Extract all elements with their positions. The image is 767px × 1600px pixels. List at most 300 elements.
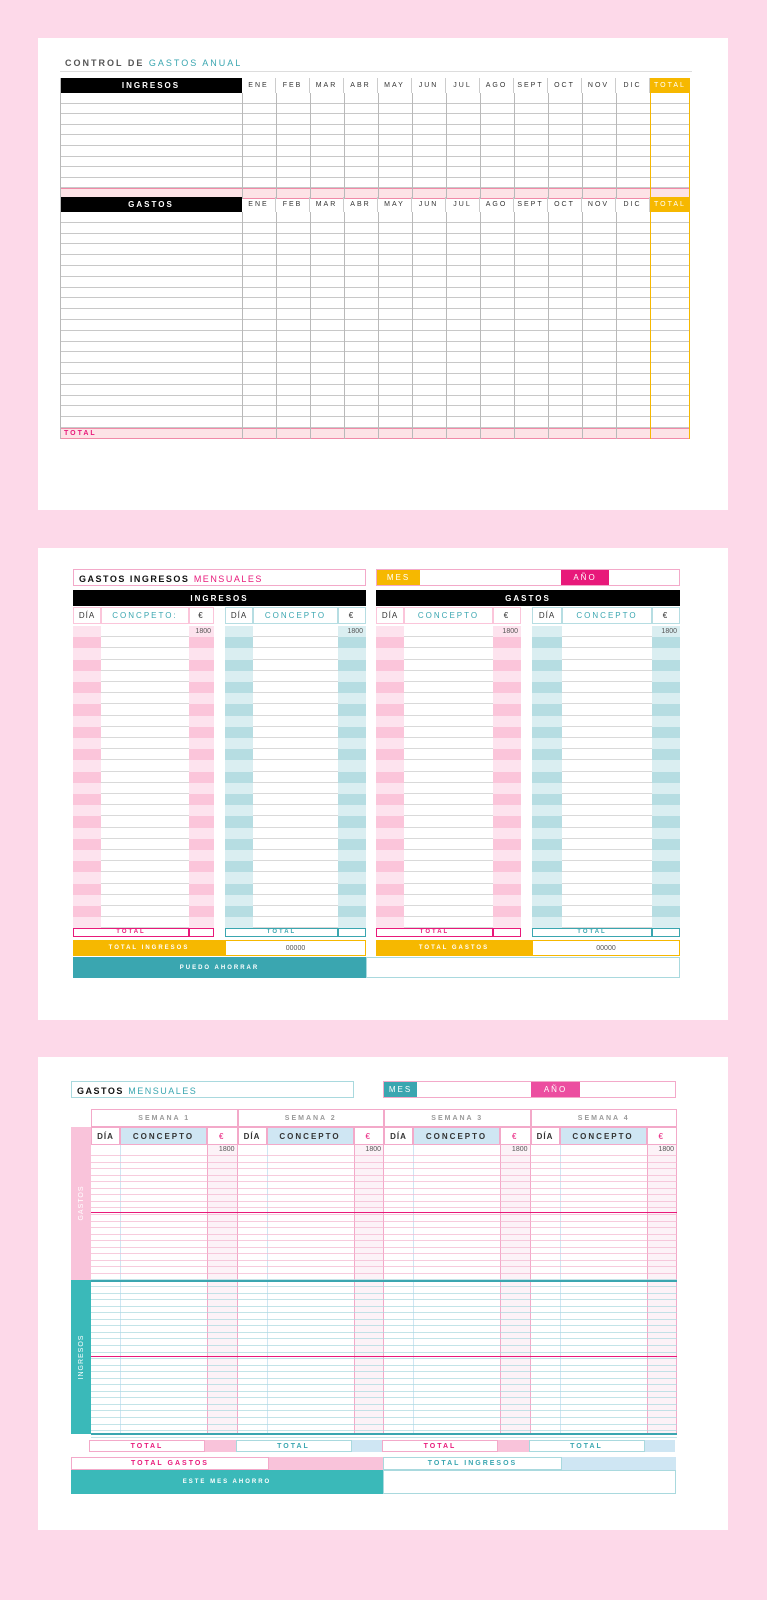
dia-cell[interactable]: [532, 671, 562, 682]
amount-cell[interactable]: 1800: [338, 626, 366, 637]
amount-cell[interactable]: [338, 637, 366, 648]
amount-cell[interactable]: [652, 828, 680, 839]
dia-cell[interactable]: [73, 660, 101, 671]
table-row[interactable]: [91, 1273, 677, 1274]
amount-cell[interactable]: [493, 660, 521, 671]
concepto-cell[interactable]: [253, 828, 338, 839]
amount-cell[interactable]: [189, 839, 214, 850]
dia-cell[interactable]: [73, 693, 101, 704]
concepto-cell[interactable]: [101, 895, 189, 906]
amount-cell[interactable]: [493, 704, 521, 715]
concepto-cell[interactable]: [562, 850, 652, 861]
dia-cell[interactable]: [376, 906, 404, 917]
table-row[interactable]: [91, 1240, 677, 1241]
amount-cell[interactable]: [493, 828, 521, 839]
table-row[interactable]: [91, 1286, 677, 1287]
amount-cell[interactable]: [493, 783, 521, 794]
table-row[interactable]: [91, 1162, 677, 1163]
concepto-cell[interactable]: [101, 816, 189, 827]
table-row[interactable]: [60, 309, 690, 320]
concepto-cell[interactable]: [253, 850, 338, 861]
dia-cell[interactable]: [532, 760, 562, 771]
mes-field[interactable]: [421, 570, 561, 585]
concepto-cell[interactable]: [101, 772, 189, 783]
dia-cell[interactable]: [376, 794, 404, 805]
amount-cell[interactable]: [652, 760, 680, 771]
amount-cell[interactable]: [189, 772, 214, 783]
amount-cell[interactable]: [652, 682, 680, 693]
concepto-cell[interactable]: [253, 872, 338, 883]
dia-cell[interactable]: [73, 772, 101, 783]
dia-cell[interactable]: [532, 917, 562, 928]
concepto-cell[interactable]: [562, 906, 652, 917]
concepto-cell[interactable]: [404, 783, 493, 794]
table-row[interactable]: [91, 1384, 677, 1385]
amount-cell[interactable]: [338, 805, 366, 816]
table-row[interactable]: [91, 1397, 677, 1398]
table-row[interactable]: [60, 255, 690, 266]
dia-cell[interactable]: [225, 884, 253, 895]
dia-cell[interactable]: [73, 805, 101, 816]
dia-cell[interactable]: [73, 704, 101, 715]
week-total-value[interactable]: [645, 1440, 676, 1452]
table-row[interactable]: [60, 342, 690, 353]
dia-cell[interactable]: [225, 783, 253, 794]
concepto-cell[interactable]: [101, 783, 189, 794]
amount-cell[interactable]: [493, 749, 521, 760]
dia-cell[interactable]: [376, 917, 404, 928]
dia-cell[interactable]: [73, 716, 101, 727]
concepto-cell[interactable]: [253, 704, 338, 715]
amount-cell[interactable]: [493, 671, 521, 682]
concepto-cell[interactable]: [562, 648, 652, 659]
concepto-cell[interactable]: [404, 682, 493, 693]
table-row[interactable]: [60, 244, 690, 255]
dia-cell[interactable]: [73, 783, 101, 794]
concepto-cell[interactable]: [562, 895, 652, 906]
amount-cell[interactable]: [338, 738, 366, 749]
concepto-cell[interactable]: [101, 794, 189, 805]
table-row[interactable]: [91, 1234, 677, 1235]
amount-cell[interactable]: [338, 794, 366, 805]
concepto-cell[interactable]: [253, 884, 338, 895]
concepto-cell[interactable]: [562, 749, 652, 760]
dia-cell[interactable]: [225, 660, 253, 671]
amount-cell[interactable]: [652, 660, 680, 671]
amount-cell[interactable]: [189, 783, 214, 794]
amount-cell[interactable]: [338, 671, 366, 682]
concepto-cell[interactable]: [404, 805, 493, 816]
amount-cell[interactable]: [493, 716, 521, 727]
amount-cell[interactable]: [189, 660, 214, 671]
concepto-cell[interactable]: [253, 895, 338, 906]
weekly-mes-field[interactable]: [418, 1082, 531, 1097]
dia-cell[interactable]: [532, 839, 562, 850]
concepto-cell[interactable]: [253, 671, 338, 682]
concepto-cell[interactable]: [404, 671, 493, 682]
dia-cell[interactable]: [376, 727, 404, 738]
table-row[interactable]: [60, 223, 690, 234]
dia-cell[interactable]: [532, 850, 562, 861]
amount-cell[interactable]: [189, 704, 214, 715]
dia-cell[interactable]: [532, 828, 562, 839]
concepto-cell[interactable]: [253, 738, 338, 749]
amount-cell[interactable]: [189, 794, 214, 805]
dia-cell[interactable]: [73, 861, 101, 872]
amount-cell[interactable]: 1800: [511, 1146, 528, 1153]
table-row[interactable]: [91, 1371, 677, 1372]
amount-cell[interactable]: [338, 749, 366, 760]
amount-cell[interactable]: [338, 850, 366, 861]
dia-cell[interactable]: [225, 693, 253, 704]
dia-cell[interactable]: [376, 816, 404, 827]
concepto-cell[interactable]: [404, 839, 493, 850]
concepto-cell[interactable]: [101, 738, 189, 749]
concepto-cell[interactable]: [404, 660, 493, 671]
dia-cell[interactable]: [532, 895, 562, 906]
dia-cell[interactable]: [225, 850, 253, 861]
dia-cell[interactable]: [225, 738, 253, 749]
table-row[interactable]: [91, 1221, 677, 1222]
puedo-ahorrar-value[interactable]: [366, 957, 680, 978]
total-gastos-value[interactable]: 00000: [532, 940, 680, 956]
concepto-cell[interactable]: [253, 794, 338, 805]
dia-cell[interactable]: [73, 906, 101, 917]
concepto-cell[interactable]: [562, 704, 652, 715]
concepto-cell[interactable]: [404, 850, 493, 861]
dia-cell[interactable]: [225, 861, 253, 872]
table-row[interactable]: [91, 1247, 677, 1248]
dia-cell[interactable]: [73, 917, 101, 928]
table-row[interactable]: [60, 212, 690, 223]
table-row[interactable]: [60, 114, 690, 125]
amount-cell[interactable]: [652, 805, 680, 816]
dia-cell[interactable]: [73, 884, 101, 895]
concepto-cell[interactable]: [101, 727, 189, 738]
dia-cell[interactable]: [532, 772, 562, 783]
amount-cell[interactable]: [652, 738, 680, 749]
total-ingresos-value[interactable]: [562, 1457, 676, 1470]
concepto-cell[interactable]: [253, 648, 338, 659]
amount-cell[interactable]: [338, 682, 366, 693]
dia-cell[interactable]: [376, 648, 404, 659]
amount-cell[interactable]: [652, 671, 680, 682]
amount-cell[interactable]: [189, 671, 214, 682]
concepto-cell[interactable]: [404, 749, 493, 760]
table-row[interactable]: [60, 93, 690, 104]
dia-cell[interactable]: [225, 716, 253, 727]
concepto-cell[interactable]: [404, 704, 493, 715]
amount-cell[interactable]: 1800: [365, 1146, 381, 1153]
concepto-cell[interactable]: [404, 626, 493, 637]
dia-cell[interactable]: [73, 839, 101, 850]
amount-cell[interactable]: [338, 693, 366, 704]
amount-cell[interactable]: [652, 783, 680, 794]
table-row[interactable]: [60, 417, 690, 428]
amount-cell[interactable]: [652, 816, 680, 827]
concepto-cell[interactable]: [404, 895, 493, 906]
table-row[interactable]: [60, 157, 690, 168]
table-row[interactable]: [60, 234, 690, 245]
concepto-cell[interactable]: [562, 671, 652, 682]
amount-cell[interactable]: [338, 772, 366, 783]
dia-cell[interactable]: [532, 727, 562, 738]
amount-cell[interactable]: [493, 895, 521, 906]
concepto-cell[interactable]: [404, 917, 493, 928]
concepto-cell[interactable]: [404, 738, 493, 749]
table-row[interactable]: [91, 1404, 677, 1405]
concepto-cell[interactable]: [404, 872, 493, 883]
concepto-cell[interactable]: [101, 648, 189, 659]
amount-cell[interactable]: [189, 682, 214, 693]
amount-cell[interactable]: [338, 839, 366, 850]
amount-cell[interactable]: [338, 861, 366, 872]
table-row[interactable]: [60, 363, 690, 374]
dia-cell[interactable]: [73, 682, 101, 693]
dia-cell[interactable]: [532, 749, 562, 760]
table-row[interactable]: [91, 1424, 677, 1425]
amount-cell[interactable]: [493, 794, 521, 805]
table-row[interactable]: [60, 428, 690, 439]
dia-cell[interactable]: [376, 895, 404, 906]
table-row[interactable]: [91, 1168, 677, 1169]
table-row[interactable]: [60, 406, 690, 417]
dia-cell[interactable]: [73, 637, 101, 648]
dia-cell[interactable]: [376, 682, 404, 693]
dia-cell[interactable]: [73, 872, 101, 883]
amount-cell[interactable]: [189, 805, 214, 816]
dia-cell[interactable]: [225, 648, 253, 659]
concepto-cell[interactable]: [253, 783, 338, 794]
dia-cell[interactable]: [225, 839, 253, 850]
concepto-cell[interactable]: [101, 660, 189, 671]
concepto-cell[interactable]: [253, 716, 338, 727]
dia-cell[interactable]: [376, 760, 404, 771]
amount-cell[interactable]: [189, 917, 214, 928]
subtotal-value[interactable]: [493, 928, 521, 937]
table-row[interactable]: [91, 1430, 677, 1431]
week-total-value[interactable]: [352, 1440, 383, 1452]
table-row[interactable]: [91, 1338, 677, 1339]
amount-cell[interactable]: [493, 816, 521, 827]
dia-cell[interactable]: [225, 704, 253, 715]
dia-cell[interactable]: [532, 682, 562, 693]
table-row[interactable]: [60, 298, 690, 309]
concepto-cell[interactable]: [253, 727, 338, 738]
concepto-cell[interactable]: [253, 660, 338, 671]
dia-cell[interactable]: [225, 671, 253, 682]
concepto-cell[interactable]: [562, 794, 652, 805]
table-row[interactable]: [91, 1155, 677, 1156]
dia-cell[interactable]: [376, 626, 404, 637]
weekly-ano-field[interactable]: [581, 1082, 676, 1097]
dia-cell[interactable]: [73, 626, 101, 637]
amount-cell[interactable]: [493, 760, 521, 771]
concepto-cell[interactable]: [253, 917, 338, 928]
concepto-cell[interactable]: [562, 772, 652, 783]
concepto-cell[interactable]: [404, 637, 493, 648]
concepto-cell[interactable]: [404, 772, 493, 783]
concepto-cell[interactable]: [562, 805, 652, 816]
amount-cell[interactable]: [189, 760, 214, 771]
concepto-cell[interactable]: [562, 917, 652, 928]
concepto-cell[interactable]: [101, 861, 189, 872]
dia-cell[interactable]: [376, 637, 404, 648]
amount-cell[interactable]: [189, 716, 214, 727]
amount-cell[interactable]: [189, 637, 214, 648]
week-total-value[interactable]: [498, 1440, 529, 1452]
concepto-cell[interactable]: [562, 682, 652, 693]
amount-cell[interactable]: [652, 872, 680, 883]
dia-cell[interactable]: [73, 828, 101, 839]
dia-cell[interactable]: [225, 917, 253, 928]
dia-cell[interactable]: [376, 783, 404, 794]
table-row[interactable]: [91, 1410, 677, 1411]
table-row[interactable]: [60, 167, 690, 178]
concepto-cell[interactable]: [562, 783, 652, 794]
dia-cell[interactable]: [376, 861, 404, 872]
table-row[interactable]: [91, 1188, 677, 1189]
concepto-cell[interactable]: [404, 794, 493, 805]
table-row[interactable]: [60, 277, 690, 288]
dia-cell[interactable]: [532, 660, 562, 671]
table-row[interactable]: [91, 1201, 677, 1202]
concepto-cell[interactable]: [101, 704, 189, 715]
dia-cell[interactable]: [376, 772, 404, 783]
concepto-cell[interactable]: [404, 693, 493, 704]
dia-cell[interactable]: [376, 749, 404, 760]
amount-cell[interactable]: 1800: [189, 626, 214, 637]
este-mes-ahorro-value[interactable]: [383, 1470, 676, 1494]
concepto-cell[interactable]: [101, 850, 189, 861]
amount-cell[interactable]: [652, 839, 680, 850]
total-ingresos-value[interactable]: 00000: [225, 940, 366, 956]
concepto-cell[interactable]: [101, 884, 189, 895]
dia-cell[interactable]: [225, 872, 253, 883]
amount-cell[interactable]: [338, 760, 366, 771]
concepto-cell[interactable]: [562, 872, 652, 883]
table-row[interactable]: [60, 125, 690, 136]
subtotal-value[interactable]: [652, 928, 680, 937]
amount-cell[interactable]: [652, 693, 680, 704]
amount-cell[interactable]: [189, 738, 214, 749]
concepto-cell[interactable]: [253, 626, 338, 637]
dia-cell[interactable]: [532, 783, 562, 794]
dia-cell[interactable]: [376, 660, 404, 671]
table-row[interactable]: [91, 1207, 677, 1208]
amount-cell[interactable]: [338, 704, 366, 715]
table-row[interactable]: [91, 1227, 677, 1228]
concepto-cell[interactable]: [253, 861, 338, 872]
dia-cell[interactable]: [376, 884, 404, 895]
amount-cell[interactable]: [493, 738, 521, 749]
table-row[interactable]: [91, 1352, 677, 1353]
dia-cell[interactable]: [225, 727, 253, 738]
dia-cell[interactable]: [73, 648, 101, 659]
dia-cell[interactable]: [73, 794, 101, 805]
concepto-cell[interactable]: [253, 693, 338, 704]
dia-cell[interactable]: [532, 648, 562, 659]
concepto-cell[interactable]: [562, 828, 652, 839]
subtotal-value[interactable]: [189, 928, 214, 937]
dia-cell[interactable]: [376, 738, 404, 749]
concepto-cell[interactable]: [562, 738, 652, 749]
amount-cell[interactable]: [652, 704, 680, 715]
table-row[interactable]: [91, 1437, 677, 1438]
amount-cell[interactable]: [338, 783, 366, 794]
concepto-cell[interactable]: [101, 749, 189, 760]
table-row[interactable]: [91, 1358, 677, 1359]
amount-cell[interactable]: [338, 906, 366, 917]
concepto-cell[interactable]: [101, 917, 189, 928]
dia-cell[interactable]: [225, 760, 253, 771]
concepto-cell[interactable]: [101, 626, 189, 637]
dia-cell[interactable]: [376, 828, 404, 839]
amount-cell[interactable]: [189, 895, 214, 906]
amount-cell[interactable]: [189, 906, 214, 917]
amount-cell[interactable]: [652, 648, 680, 659]
amount-cell[interactable]: [189, 884, 214, 895]
table-row[interactable]: [60, 178, 690, 189]
dia-cell[interactable]: [225, 772, 253, 783]
dia-cell[interactable]: [376, 839, 404, 850]
table-row[interactable]: [91, 1378, 677, 1379]
concepto-cell[interactable]: [562, 760, 652, 771]
table-row[interactable]: [60, 385, 690, 396]
amount-cell[interactable]: [652, 727, 680, 738]
dia-cell[interactable]: [532, 626, 562, 637]
table-row[interactable]: [60, 135, 690, 146]
concepto-cell[interactable]: [101, 760, 189, 771]
amount-cell[interactable]: [652, 884, 680, 895]
dia-cell[interactable]: [376, 805, 404, 816]
table-row[interactable]: [91, 1266, 677, 1267]
dia-cell[interactable]: [225, 895, 253, 906]
amount-cell[interactable]: [493, 772, 521, 783]
amount-cell[interactable]: [493, 805, 521, 816]
table-row[interactable]: [91, 1299, 677, 1300]
table-row[interactable]: [60, 266, 690, 277]
concepto-cell[interactable]: [101, 671, 189, 682]
dia-cell[interactable]: [73, 738, 101, 749]
dia-cell[interactable]: [532, 693, 562, 704]
amount-cell[interactable]: [338, 917, 366, 928]
table-row[interactable]: [60, 104, 690, 115]
amount-cell[interactable]: [652, 716, 680, 727]
dia-cell[interactable]: [73, 850, 101, 861]
concepto-cell[interactable]: [562, 716, 652, 727]
amount-cell[interactable]: [493, 917, 521, 928]
concepto-cell[interactable]: [562, 693, 652, 704]
amount-cell[interactable]: [338, 816, 366, 827]
dia-cell[interactable]: [532, 738, 562, 749]
concepto-cell[interactable]: [404, 727, 493, 738]
amount-cell[interactable]: [189, 727, 214, 738]
amount-cell[interactable]: [652, 772, 680, 783]
amount-cell[interactable]: [493, 682, 521, 693]
amount-cell[interactable]: 1800: [658, 1146, 674, 1153]
table-row[interactable]: [60, 288, 690, 299]
concepto-cell[interactable]: [404, 648, 493, 659]
dia-cell[interactable]: [532, 906, 562, 917]
amount-cell[interactable]: [493, 872, 521, 883]
dia-cell[interactable]: [532, 884, 562, 895]
concepto-cell[interactable]: [562, 660, 652, 671]
dia-cell[interactable]: [225, 626, 253, 637]
amount-cell[interactable]: [652, 917, 680, 928]
table-row[interactable]: [91, 1391, 677, 1392]
dia-cell[interactable]: [532, 805, 562, 816]
